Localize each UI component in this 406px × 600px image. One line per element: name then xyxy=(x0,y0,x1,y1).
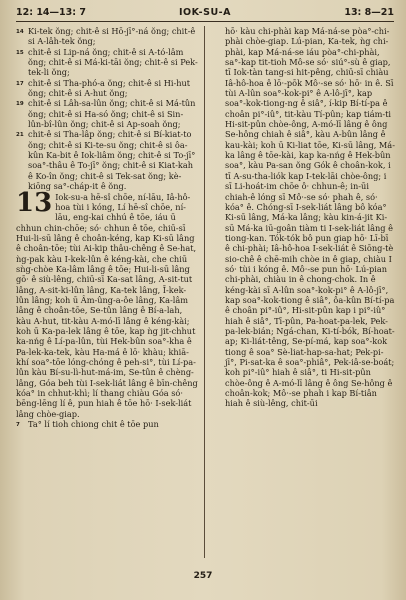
verse-text: Ki-tek ŏng; chit-ê si Hō-jī°-ná ŏng; chit-ê si A-lâh-tek ŏng; xyxy=(28,26,196,47)
verse-text: chit-ê si Tha-lâp ŏng; chit-ê si Bí-kiat-to ŏng; chit-ê si Ki-te-su ŏng; chit-ê si ôa-kûn Ka-bit ê Iok-liâm ŏng; chit-ê si To-jī° soa°-thâu ê To-jī° ŏng; chit-ê si Kiat-kah ê Ko-în ŏng; chit-ê si Tek-sat ŏng; kè-kiōng sa°-cháp-it ê ŏng. xyxy=(28,129,196,192)
header-right-reference: 13: 8—21 xyxy=(344,7,394,18)
verse-number: 7 xyxy=(16,422,20,429)
verse-text: hō· kàu chi-phài kap Má-ná-se pòa°-chi-phài chòe-giap. Lú-pian, Ka-tek, ǹg chi-phài, kap Má-ná-se iáu pòa°-chi-phài, sa°-kap tit-tioh Mô-se só· siú°-sù ê giap, tī Iok-tàn tang-si hit-pêng, chiū-sī chiàu Iâ-hô-hoa ê lō·-pōk Mô·-se só· hō· in ê. Sī tùi A-lûn soa°-kok-pi° ê A-lô-jī°, kap soa°-kok-tiong-ng ê siâ°, í-kip Bí-tí-pa ê choân pi°-iû°, tit-kàu Tí-pûn; kap tiám-ti Hi-sit-pûn chòe-ông, A-mó-lī lâng ê ông Se-hông chiah ê siâ°, kàu A-bûn lâng ê kau-kài; koh ū Ki-liat tōe, Ki-sū lâng, Má-ka lâng ê tōe-kài, kap ka-nńg ê Hek-bûn soa°, kàu Pa-san ŏng Gók ê choân-kok, i tī A-su-tha-liók kap I-tek-lāi chòe-ông; i sī Li-hoát-im chōe ô· chhun-ê; in-ūi chiah-ê lóng sī Mô·-se só· phah ê, só· kóa° ê. Chóng-sī I-sek-liát lâng bô kóa° Ki-sū lâng, Má-ka lâng; kàu kin-á-jit Ki-sū Má-ka iū-goân tiàm ti I-sek-liát lâng ê tiong-kan. Tók-tók bô pun giap hō· Lī-bī ê chi-phài; Iâ-hô-hoa I-sek-liát ê Siōng-tè sio-chê ê chē-mih chòe in ê giap, chiàu I só· tùi i kóng ê. Mô·-se pun hō· Lú-pian chi-phài, chiàu in ê chong-chok. In ê kéng-kài sī A-lûn soa°-kok-pi° ê A-lô-jī°, kap soa°-kok-tiong ê siâ°, ôa-kûn Bí-tí-pa ê choân pi°-iû°, Hi-sit-pûn kap i pi°-iû° hiah ê siâ°, Tī-pûn, Pa-hoat-pa-lek, Pek-pa-lek-bián; Ngá-chan, Ki-tí-bók, Bí-hoat-ap; Ki-liát-têng, Se-pí-má, kap soa°-kok tiong ê soa° Sè-liat-hap-sa-hat; Pek-pi-jī°, Pi-sat-ka ê soa°-phiâ°, Pek-iâ-se-boát; koh pi°-iû° hiah ê siâ°, ti Hi-sit-pûn chòe-ông ê A-mó-lī lâng ê ông Se-hông ê choân-kok; Mô·-se phah i kap Bí-tiân hiah ê siù-lêng, chit-ūi xyxy=(225,26,395,409)
verse-number: 17 xyxy=(16,80,24,87)
book-title: IOK-SU-A xyxy=(179,7,231,18)
page-header xyxy=(16,7,394,22)
verse-number: 14 xyxy=(16,29,24,35)
verse-paragraph xyxy=(16,26,198,47)
chapter-number: 13 xyxy=(16,187,53,218)
verse-paragraph xyxy=(16,47,198,78)
verse-number: 21 xyxy=(16,132,24,139)
verse-text: chit-ê si Tha-phó-a ŏng; chit-ê si Hi-hut ŏng; chit-ê si A-hut ŏng; xyxy=(28,77,191,99)
verse-paragraph xyxy=(16,187,198,420)
verse-paragraph xyxy=(16,419,198,429)
verse-text: chit-ê si Lâh-sa-lûn ŏng; chit-ê si Má-tûn ŏng; chit-ê si Ha-só ŏng; chit-ê si Sin-lûn-bî-lûn ŏng; chit-ê si Ap-soah ŏng; xyxy=(28,98,196,130)
verse-text: chit-ê si Lip-ná ŏng; chit-ê si A-tó-lâm ŏng; chit-ê si Má-ki-tāi ŏng; chit-ê si Pek-tek-li ŏng; xyxy=(28,46,198,78)
verse-text: Ta° lí tioh chiong chit ê tōe pun xyxy=(28,419,159,430)
page-number: 257 xyxy=(193,571,213,581)
verse-number: 19 xyxy=(16,101,24,108)
verse-paragraph xyxy=(16,78,198,99)
verse-paragraph xyxy=(16,98,198,129)
left-text-column xyxy=(16,26,198,564)
verse-text: Iok-su-a hē-sî chōe, ní-lāu, Iâ-hô-hoa tùi i kóng, Lí hē-sî chōe, ní-lāu, eng-kai chhú ê tōe, iáu ū chhun chin-chōe; só· chhun ê tōe, chiū-sī Hui-li-sū lâng ê choân-kéng, kap Ki-sū lâng ê choân-tōe; tùi Ai-kip thâu-chêng ê Se-hat, ǹg-pak kàu I-kek-lûn ê kéng-kài, che chiū sǹg-chòe Ka-lâm lâng ê tōe; Hui-li-sū lâng gō· ê siù-lêng, chiū-sī Ka-sat lâng, A-sit-tut lâng, A-sit-ki-lûn lâng, Ka-tek lâng, Ī-kek-lûn lâng; koh ū Âm-ûng-a-ôe lâng, Ka-lâm lâng ê choân-tōe, Se-tûn lâng ê Bí-a-lah, kàu A-hut, tit-kàu A-mó-lī lâng ê kéng-kài; koh ū Ka-pa-lek lâng ê tōe, kap ǹg jit-chhut ka-nńg ê Lí-pa-lûn, tùi Hek-bûn soa°-kha ê Pa-lek-ka-tek, kàu Ha-má ê lō· khàu; khiā-khí soa°-tōe lóng-chóng ê peh-si°, tùi Lí-pa-lûn kàu Bí-su-lì-hut-má-im, Se-tûn ê chèng-lâng, Góa beh tùi I-sek-liát lâng ê bīn-chêng kóa° in chhut-khì; lí thang chiàu Góa só· bēng-lēng lí ê, pun hiah ê tōe hō· I-sek-liát lâng chòe-giap. xyxy=(16,191,198,419)
header-left-reference: 12: 14—13: 7 xyxy=(16,7,86,18)
column-divider xyxy=(204,26,205,558)
verse-paragraph xyxy=(213,26,395,409)
verse-paragraph xyxy=(16,129,198,191)
verse-number: 15 xyxy=(16,49,24,56)
right-text-column xyxy=(213,26,395,564)
